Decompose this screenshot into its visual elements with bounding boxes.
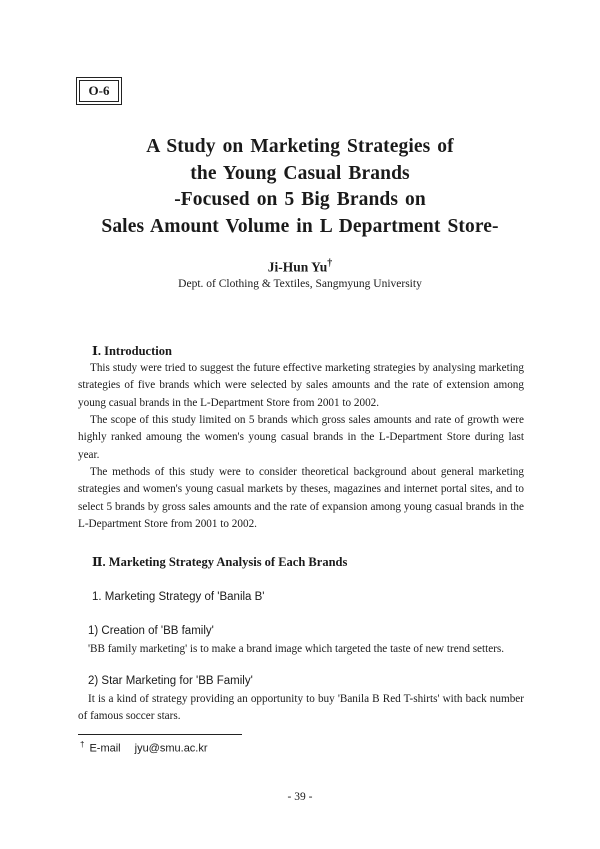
intro-paragraph-2: The scope of this study limited on 5 brands which gross sales amounts and rate of growth were highly ranked amoung the women's young casual brands in the L-Department Store during last year. bbox=[78, 414, 524, 461]
paper-code-badge: O-6 bbox=[79, 80, 119, 102]
page-number: - 39 - bbox=[287, 791, 313, 803]
paper-title bbox=[0, 134, 600, 240]
author-affiliation: Dept. of Clothing & Textiles, Sangmyung University bbox=[178, 278, 422, 290]
footnote-divider bbox=[78, 734, 242, 735]
title-line: the Young Casual Brands bbox=[190, 162, 410, 184]
subsection-heading-banila-b: 1. Marketing Strategy of 'Banila B' bbox=[92, 591, 265, 603]
footnote-email: jyu@smu.ac.kr bbox=[134, 742, 208, 755]
title-line: Sales Amount Volume in L Department Store- bbox=[101, 215, 499, 237]
footnote-label: E-mail bbox=[89, 742, 121, 755]
footnote bbox=[80, 740, 208, 755]
intro-paragraph-3: The methods of this study were to consider theoretical background about general marketing strategies and women's young casual markets by theses, magazines and internet portal sites, and to select 5 brands by gross sales amounts and the rate of expansion among young casual brands in the L-Department Store from 2001 to 2002. bbox=[78, 466, 524, 531]
footnote-dagger: † bbox=[80, 740, 85, 749]
star-marketing-paragraph: It is a kind of strategy providing an opportunity to buy 'Banila B Red T-shirts' with back number of famous soccer stars. bbox=[78, 693, 524, 723]
author-name bbox=[0, 258, 600, 276]
section-heading-introduction: Ⅰ. Introduction bbox=[92, 344, 172, 358]
intro-paragraph-1: This study were tried to suggest the future effective marketing strategies by analysing marketing strategies of five brands which were selected by sales amounts and the rate of extension among young casual brands in the L-Department Store from 2001 to 2002. bbox=[78, 362, 524, 409]
title-line: A Study on Marketing Strategies of bbox=[146, 136, 454, 157]
section-heading-analysis: Ⅱ. Marketing Strategy Analysis of Each Brands bbox=[92, 555, 348, 569]
author-text: Ji-Hun Yu bbox=[267, 259, 328, 275]
author-dagger: † bbox=[327, 258, 333, 269]
subsection-heading-bb-family: 1) Creation of 'BB family' bbox=[88, 625, 214, 637]
title-line: -Focused on 5 Big Brands on bbox=[174, 189, 426, 210]
subsection-heading-star-marketing: 2) Star Marketing for 'BB Family' bbox=[88, 675, 253, 687]
bb-family-paragraph: 'BB family marketing' is to make a brand image which targeted the taste of new trend setters. bbox=[88, 643, 505, 655]
